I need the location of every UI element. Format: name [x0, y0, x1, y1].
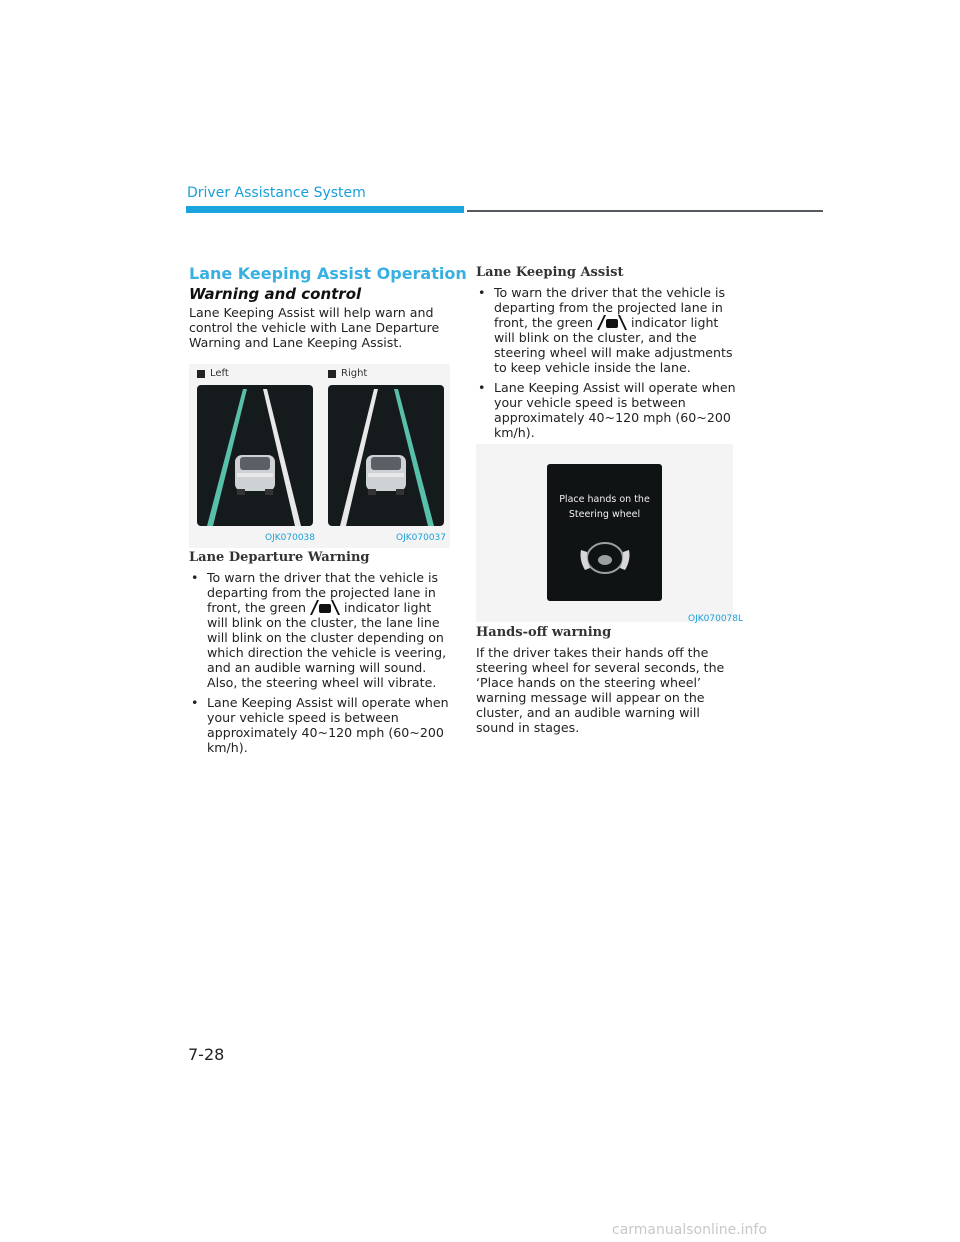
intro-paragraph: Lane Keeping Assist will help warn and control the vehicle with Lane Departure Warning and Lane Keeping Assist. [189, 305, 440, 350]
hands-off-heading: Hands-off warning [476, 625, 612, 640]
lane-keeping-indicator-icon [309, 600, 341, 615]
lane-keeping-indicator-icon [596, 315, 628, 330]
hands-off-paragraph: If the driver takes their hands off the steering wheel for several seconds, the ‘Place hands on the steering wheel’ warning message will appear on the cluster, and an audible warning will sound in stages. [476, 645, 725, 735]
watermark: carmanualsonline.info [612, 1222, 767, 1238]
lka-heading: Lane Keeping Assist [476, 265, 624, 280]
figure-label-left: Left [197, 368, 229, 379]
car-rear-icon [366, 455, 406, 495]
lane-figure [189, 364, 450, 548]
section-subtitle: Warning and control [189, 285, 362, 303]
figure-code-hands: OJK070078L [688, 614, 744, 624]
ldw-heading: Lane Departure Warning [189, 550, 370, 565]
list-item: • To warn the driver that the vehicle is departing from the projected lane in front, the green indicator light will blink on the cluster, the lane line will blink on the cluster depending on which direction the vehicle is veering, and an audible warning will sound. Also, the steering wheel will vibrate. [189, 570, 451, 690]
square-bullet-icon [328, 370, 336, 378]
figure-code-left: OJK070038 [265, 533, 315, 543]
lka-bullet-list [476, 285, 736, 445]
hands-off-figure [476, 444, 744, 624]
list-item: • Lane Keeping Assist will operate when your vehicle speed is between approximately 40~120 mph (60~200 km/h). [476, 380, 736, 440]
cluster-message: Place hands on the Steering wheel [559, 494, 650, 520]
lane-panel-right [328, 385, 444, 526]
car-rear-icon [235, 455, 275, 495]
steering-wheel-hands-icon [577, 538, 633, 578]
square-bullet-icon [197, 370, 205, 378]
figure-label-right: Right [328, 368, 367, 379]
header-bar-accent [186, 206, 464, 213]
list-item: • Lane Keeping Assist will operate when your vehicle speed is between approximately 40~120 mph (60~200 km/h). [189, 695, 451, 755]
lane-panel-left [197, 385, 313, 526]
ldw-bullet-list [189, 570, 451, 760]
figure-code-right: OJK070037 [396, 533, 446, 543]
list-item: • To warn the driver that the vehicle is departing from the projected lane in front, the green indicator light will blink on the cluster, and the steering wheel will make adjustments to keep vehicle inside the lane. [476, 285, 736, 375]
header-bar-rule [467, 210, 823, 212]
page-title: Lane Keeping Assist Operation [189, 264, 467, 283]
page-number: 7-28 [188, 1045, 225, 1064]
cluster-display [547, 464, 662, 601]
section-header: Driver Assistance System [187, 185, 366, 201]
